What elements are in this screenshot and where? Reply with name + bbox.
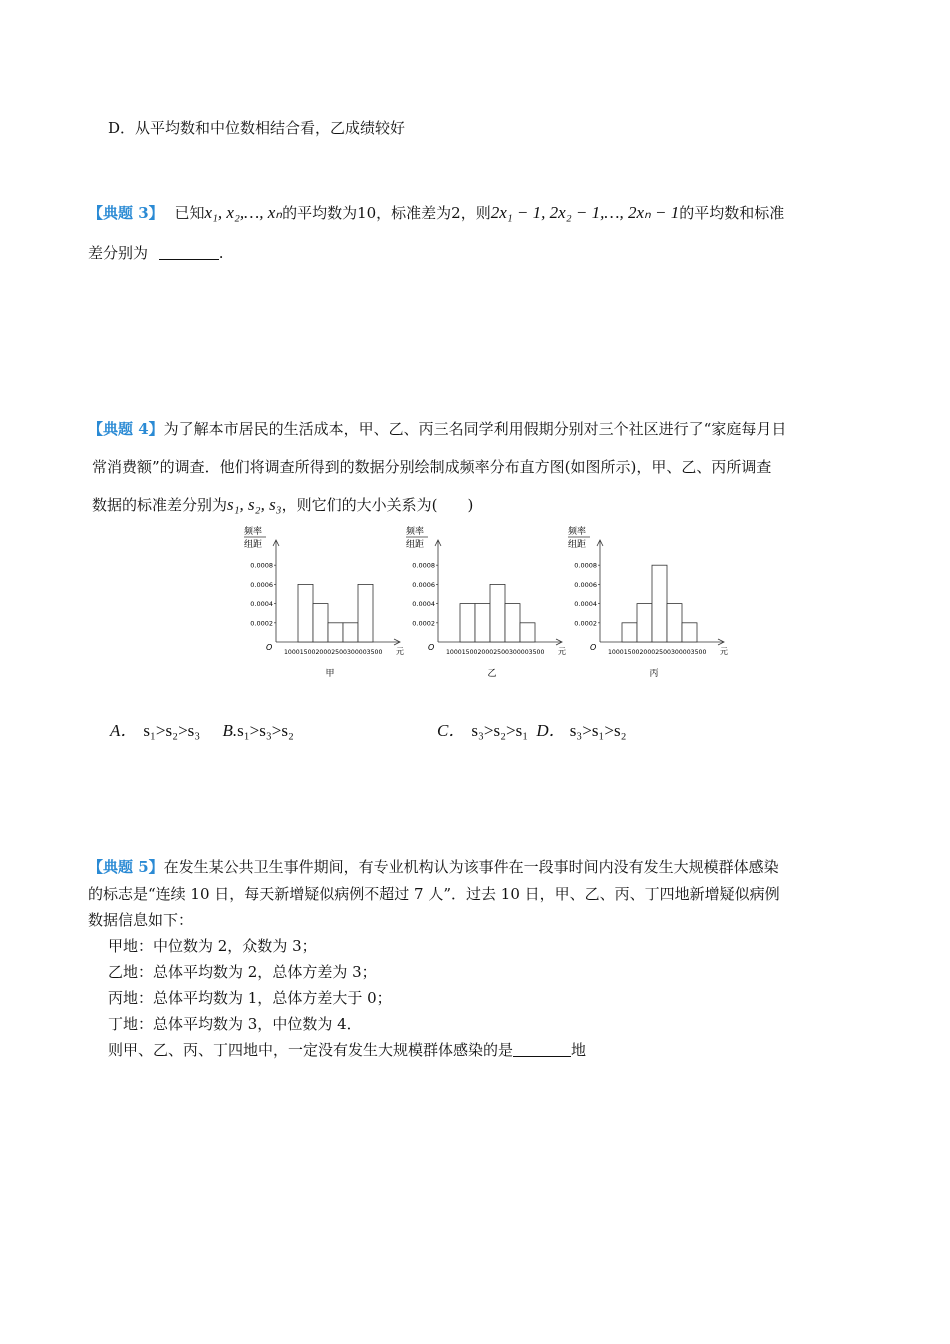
q5-item-ding: 丁地：总体平均数为 3，中位数为 4．: [108, 1015, 362, 1033]
origin-label: O: [428, 643, 435, 652]
y-tick-label: 0.0002: [250, 619, 273, 628]
q5-tag: 【典题 5】: [88, 858, 164, 876]
histogram-bar: [298, 584, 313, 642]
histogram-jia: [240, 524, 415, 684]
q3-tag: 【典题 3】: [88, 204, 164, 222]
option-b-expr: s₁>s₃>s₂: [237, 721, 294, 740]
q4-option-a[interactable]: [110, 721, 200, 740]
q4-line3-vars: s₁, s₂, s₃: [227, 495, 282, 514]
histogram-bar: [637, 604, 652, 642]
histogram-bing: [564, 524, 739, 684]
q3-line2: [88, 242, 224, 263]
q3-line1: [88, 202, 784, 223]
q4-line1: [88, 418, 786, 439]
ylabel-bottom: 组距: [244, 540, 263, 550]
ylabel-bottom: 组距: [406, 540, 425, 550]
q4-line3: [92, 494, 473, 515]
y-tick-label: 0.0002: [412, 619, 435, 628]
histogram-bar: [313, 604, 328, 642]
q5-line2: 的标志是“连续 10 日，每天新增疑似病例不超过 7 人”．过去 10 日，甲、乙、丙、丁四地新增疑似病例: [88, 885, 780, 903]
q5-line1-text: 在发生某公共卫生事件期间，有专业机构认为该事件在一段事时间内没有发生大规模群体感染: [163, 858, 779, 876]
option-b-label: B.: [222, 721, 238, 740]
q3-seq1: x₁, x₂,…, xₙ: [204, 203, 283, 222]
histogram-bar: [652, 565, 667, 642]
option-c-label: C．: [437, 721, 466, 740]
q3-text-mid: 的平均数为10，标准差为2，则: [282, 204, 491, 222]
q4-option-c[interactable]: [437, 721, 528, 740]
origin-label: O: [590, 643, 597, 652]
y-tick-label: 0.0004: [250, 600, 273, 609]
q5-line1: [88, 856, 779, 877]
origin-label: O: [266, 643, 273, 652]
y-tick-label: 0.0006: [574, 580, 597, 589]
option-c-expr: s₃>s₂>s₁: [471, 721, 529, 740]
histogram-caption: 乙: [487, 669, 497, 679]
q4-options-cd: [437, 716, 627, 741]
y-tick-label: 0.0002: [574, 619, 597, 628]
q5-item-yi: 乙地：总体平均数为 2，总体方差为 3；: [108, 963, 377, 981]
y-tick-label: 0.0008: [574, 561, 597, 570]
q4-line1-text: 为了解本市居民的生活成本，甲、乙、丙三名同学利用假期分别对三个社区进行了“家庭每月日: [163, 420, 787, 438]
y-tick-label: 0.0008: [250, 561, 273, 570]
q4-tag: 【典题 4】: [88, 420, 164, 438]
q5-question-text: 则甲、乙、丙、丁四地中，一定没有发生大规模群体感染的是: [108, 1041, 514, 1059]
histogram-bar: [328, 623, 343, 642]
q3-line2-end: .: [218, 244, 224, 262]
option-d-expr: s₃>s₁>s₂: [569, 721, 627, 740]
histogram-bar: [475, 604, 490, 642]
q3-seq2: 2x₁ − 1, 2x₂ − 1,…, 2xₙ − 1: [490, 203, 680, 222]
ylabel-top: 频率: [244, 527, 263, 537]
ylabel-top: 频率: [406, 527, 425, 537]
y-tick-label: 0.0006: [412, 580, 435, 589]
q3-text-after: 的平均数和标准: [679, 204, 785, 222]
q5-line3: 数据信息如下：: [88, 911, 194, 929]
x-tick-labels: 1000150020002500300003500: [608, 649, 707, 656]
x-unit-label: 元: [558, 647, 566, 656]
q5-question: [108, 1039, 586, 1060]
histogram-bar: [520, 623, 535, 642]
x-tick-labels: 1000150020002500300003500: [446, 649, 545, 656]
q4-line3-after: ，则它们的大小关系为( ): [281, 496, 474, 514]
q3-text-before: 已知: [174, 204, 205, 222]
q2-option-d: D．从平均数和中位数相结合看，乙成绩较好: [108, 119, 406, 137]
q4-option-b[interactable]: [222, 721, 293, 740]
option-d-label: D．: [536, 721, 566, 740]
q5-item-bing: 丙地：总体平均数为 1，总体方差大于 0；: [108, 989, 392, 1007]
y-tick-label: 0.0008: [412, 561, 435, 570]
histogram-bar: [667, 604, 682, 642]
option-a-label: A．: [110, 721, 138, 740]
histogram-caption: 丙: [649, 669, 659, 679]
q4-line2: 常消费额”的调查．他们将调查所得到的数据分别绘制成频率分布直方图(如图所示)，甲、乙、丙所调查: [92, 458, 772, 476]
q4-line3-before: 数据的标准差分别为: [92, 496, 228, 514]
q5-item-jia: 甲地：中位数为 2，众数为 3；: [108, 937, 317, 955]
histogram-yi: [402, 524, 577, 684]
q5-question-end: 地: [571, 1041, 587, 1059]
q3-line2-text: 差分别为: [88, 244, 149, 262]
x-unit-label: 元: [720, 647, 728, 656]
histogram-caption: 甲: [325, 669, 335, 679]
histogram-bar: [682, 623, 697, 642]
histogram-bar: [343, 623, 358, 642]
x-tick-labels: 1000150020002500300003500: [284, 649, 383, 656]
histogram-bar: [490, 584, 505, 642]
histogram-bar: [622, 623, 637, 642]
y-tick-label: 0.0004: [412, 600, 435, 609]
histogram-bar: [358, 584, 373, 642]
ylabel-top: 频率: [568, 527, 587, 537]
ylabel-bottom: 组距: [568, 540, 587, 550]
q5-answer-blank[interactable]: [513, 1040, 571, 1058]
q4-options-ab: [110, 716, 294, 741]
y-tick-label: 0.0004: [574, 600, 597, 609]
y-tick-label: 0.0006: [250, 580, 273, 589]
q4-option-d[interactable]: [536, 721, 626, 740]
option-a-expr: s₁>s₂>s₃: [143, 721, 201, 740]
q3-answer-blank[interactable]: [159, 243, 219, 261]
histogram-bar: [505, 604, 520, 642]
x-unit-label: 元: [396, 647, 404, 656]
histogram-bar: [460, 604, 475, 642]
